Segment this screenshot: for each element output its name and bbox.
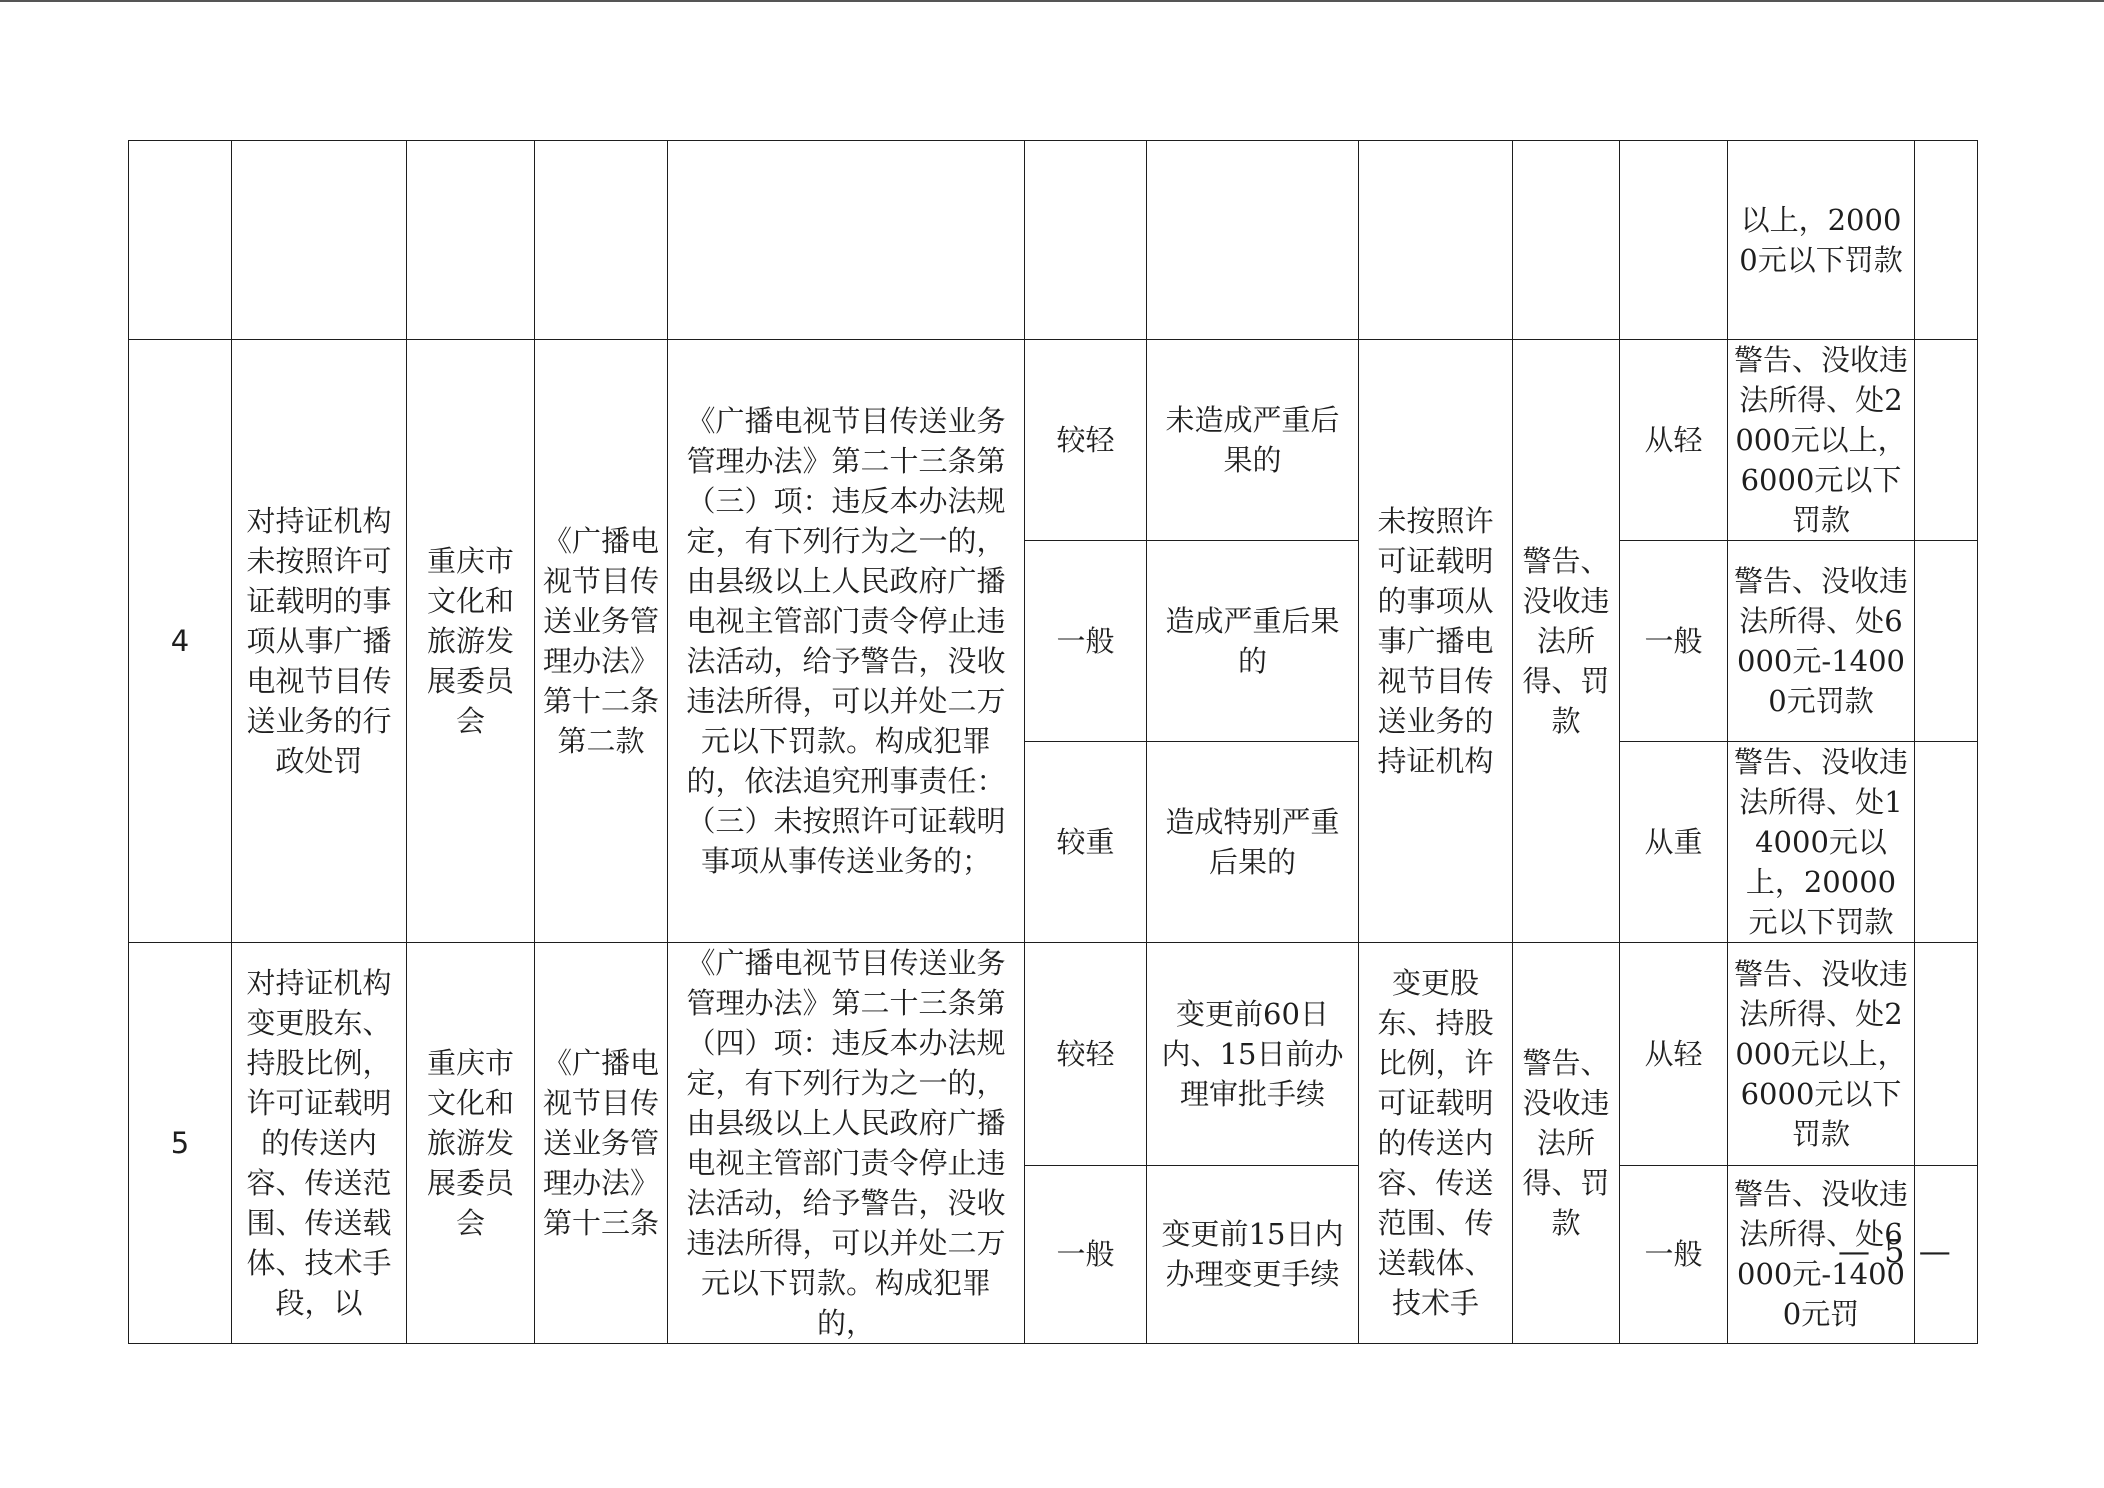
condition-cell: 造成特别严重后果的 <box>1147 742 1359 943</box>
cell-empty <box>1025 141 1147 340</box>
penalty-amount-cell: 以上，20000元以下罚款 <box>1728 141 1915 340</box>
basis-cell: 《广播电视节目传送业务管理办法》第二十三条第（三）项：违反本办法规定，有下列行为之一的，由县级以上人民政府广播电视主管部门责令停止违法活动，给予警告，没收违法所得，可以并处二万元以下罚款。构成犯罪的，依法追究刑事责任：（三）未按照许可证载明事项从事传送业务的； <box>668 340 1025 943</box>
circumstance-cell: 较重 <box>1025 742 1147 943</box>
cell-empty <box>535 141 668 340</box>
table-row-continuation <box>129 141 1978 340</box>
circumstance-cell: 较轻 <box>1025 340 1147 541</box>
penalty-amount-cell: 警告、没收违法所得、处2000元以上，6000元以下罚款 <box>1728 340 1915 541</box>
page-top-rule <box>0 0 2104 2</box>
cell-remark <box>1915 541 1978 742</box>
penalty-table <box>128 140 1978 1344</box>
law-cell: 《广播电视节目传送业务管理办法》第十三条 <box>535 943 668 1344</box>
grade-cell: 从轻 <box>1620 340 1728 541</box>
department-cell: 重庆市文化和旅游发展委员会 <box>407 340 535 943</box>
penalty-amount-cell: 警告、没收违法所得、处6000元-14000元罚 <box>1728 1165 1915 1343</box>
penalty-amount-cell: 警告、没收违法所得、处2000元以上，6000元以下罚款 <box>1728 943 1915 1166</box>
penalty-type-cell: 警告、没收违法所得、罚款 <box>1513 340 1620 943</box>
grade-cell: 从重 <box>1620 742 1728 943</box>
cell-empty <box>1620 141 1728 340</box>
condition-cell: 变更前15日内办理变更手续 <box>1147 1165 1359 1343</box>
matter-cell: 对持证机构未按照许可证载明的事项从事广播电视节目传送业务的行政处罚 <box>232 340 407 943</box>
table-row <box>129 340 1978 541</box>
basis-cell: 《广播电视节目传送业务管理办法》第二十三条第（四）项：违反本办法规定，有下列行为之一的，由县级以上人民政府广播电视主管部门责令停止违法活动，给予警告，没收违法所得，可以并处二万元以下罚款。构成犯罪的， <box>668 943 1025 1344</box>
cell-empty <box>232 141 407 340</box>
item-number: 5 <box>129 943 232 1344</box>
penalty-amount-cell: 警告、没收违法所得、处14000元以上，20000元以下罚款 <box>1728 742 1915 943</box>
condition-cell: 变更前60日内、15日前办理审批手续 <box>1147 943 1359 1166</box>
condition-cell: 未造成严重后果的 <box>1147 340 1359 541</box>
matter-cell: 对持证机构变更股东、持股比例，许可证载明的传送内容、传送范围、传送载体、技术手段，以 <box>232 943 407 1344</box>
department-cell: 重庆市文化和旅游发展委员会 <box>407 943 535 1344</box>
grade-cell: 一般 <box>1620 1165 1728 1343</box>
cell-empty <box>668 141 1025 340</box>
grade-cell: 一般 <box>1620 541 1728 742</box>
scope-cell: 变更股东、持股比例，许可证载明的传送内容、传送范围、传送载体、技术手 <box>1359 943 1513 1344</box>
cell-remark <box>1915 742 1978 943</box>
penalty-type-cell: 警告、没收违法所得、罚款 <box>1513 943 1620 1344</box>
circumstance-cell: 较轻 <box>1025 943 1147 1166</box>
cell-empty <box>129 141 232 340</box>
scope-cell: 未按照许可证载明的事项从事广播电视节目传送业务的持证机构 <box>1359 340 1513 943</box>
cell-remark <box>1915 340 1978 541</box>
cell-empty <box>407 141 535 340</box>
cell-empty <box>1147 141 1359 340</box>
penalty-amount-cell: 警告、没收违法所得、处6000元-14000元罚款 <box>1728 541 1915 742</box>
circumstance-cell: 一般 <box>1025 541 1147 742</box>
cell-remark <box>1915 141 1978 340</box>
grade-cell: 从轻 <box>1620 943 1728 1166</box>
table-row <box>129 943 1978 1166</box>
cell-empty <box>1359 141 1513 340</box>
cell-remark <box>1915 943 1978 1166</box>
condition-cell: 造成严重后果的 <box>1147 541 1359 742</box>
item-number: 4 <box>129 340 232 943</box>
page-number: — 5 — <box>1838 1232 1953 1270</box>
law-cell: 《广播电视节目传送业务管理办法》第十二条第二款 <box>535 340 668 943</box>
circumstance-cell: 一般 <box>1025 1165 1147 1343</box>
cell-empty <box>1513 141 1620 340</box>
